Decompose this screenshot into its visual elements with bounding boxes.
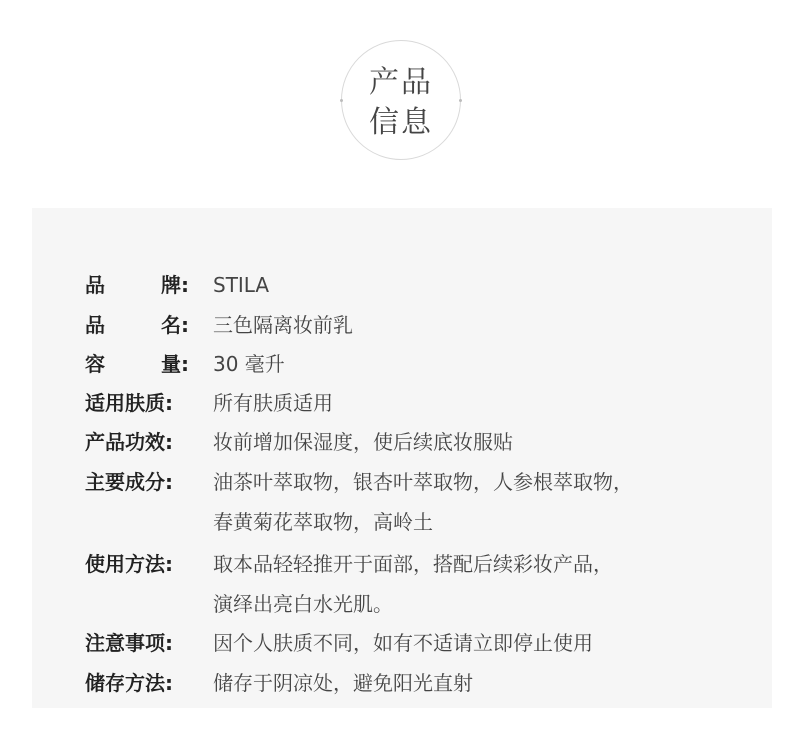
info-value-volume: 30 毫升 bbox=[213, 352, 285, 376]
info-label-skin-type: 适用肤质: bbox=[85, 391, 173, 415]
info-value-caution: 因个人肤质不同，如有不适请立即停止使用 bbox=[213, 631, 593, 655]
info-value-usage bbox=[213, 551, 613, 617]
info-value-effects: 妆前增加保湿度，使后续底妆服贴 bbox=[213, 430, 513, 454]
info-value-usage-line1: 取本品轻轻推开于面部，搭配后续彩妆产品， bbox=[213, 552, 613, 576]
info-value-skin-type: 所有肤质适用 bbox=[213, 391, 333, 415]
info-value-usage-line2: 演绎出亮白水光肌。 bbox=[213, 592, 393, 616]
info-value-name: 三色隔离妆前乳 bbox=[213, 313, 353, 337]
section-title bbox=[342, 63, 460, 143]
info-label-caution: 注意事项: bbox=[85, 631, 173, 655]
info-label-ingredients: 主要成分: bbox=[85, 470, 173, 494]
info-label-storage: 储存方法: bbox=[85, 671, 173, 695]
section-title-badge bbox=[341, 40, 461, 160]
info-value-ingredients-line1: 油茶叶萃取物，银杏叶萃取物，人参根萃取物， bbox=[213, 470, 633, 494]
info-value-ingredients bbox=[213, 469, 633, 535]
info-label-name-b: 名: bbox=[161, 313, 189, 337]
info-value-storage: 储存于阴凉处，避免阳光直射 bbox=[213, 671, 473, 695]
info-value-ingredients-line2: 春黄菊花萃取物，高岭土 bbox=[213, 510, 433, 534]
info-label-brand bbox=[85, 272, 189, 298]
info-label-name bbox=[85, 312, 189, 338]
info-label-volume-b: 量: bbox=[161, 352, 189, 376]
info-label-name-a: 品 bbox=[85, 313, 105, 337]
info-label-effects: 产品功效: bbox=[85, 430, 173, 454]
info-label-brand-a: 品 bbox=[85, 273, 105, 297]
info-label-usage: 使用方法: bbox=[85, 552, 173, 576]
info-label-brand-b: 牌: bbox=[161, 273, 189, 297]
section-title-line1: 产品 bbox=[369, 65, 433, 100]
info-label-volume-a: 容 bbox=[85, 352, 105, 376]
section-title-line2: 信息 bbox=[369, 105, 433, 140]
info-label-volume bbox=[85, 351, 189, 377]
info-value-brand: STILA bbox=[213, 273, 270, 297]
